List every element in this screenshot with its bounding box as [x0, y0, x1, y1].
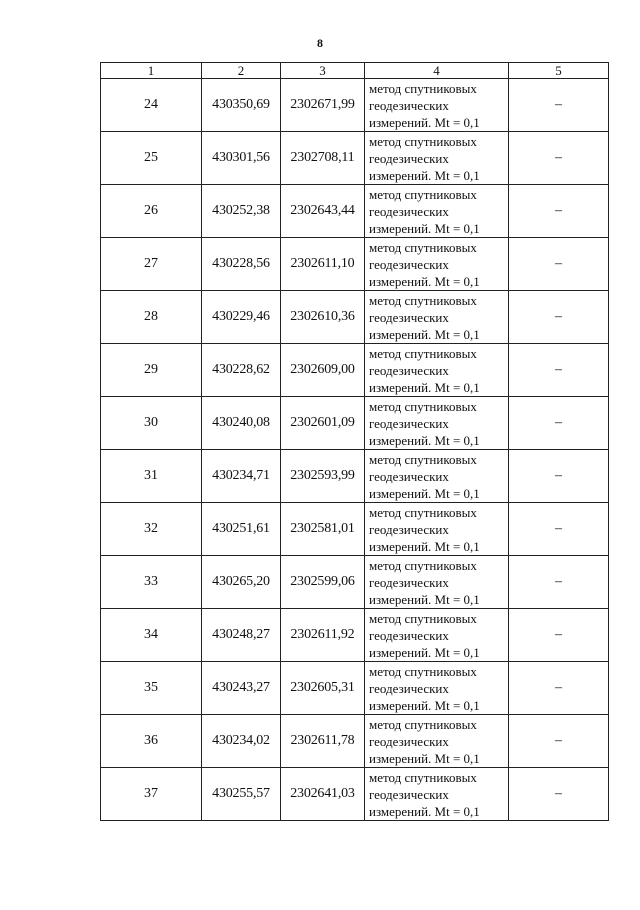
coordinate-x: 430350,69: [202, 79, 281, 132]
note-cell: –: [509, 715, 609, 768]
table-row: [101, 291, 609, 344]
method-description: метод спутниковых геодезических измерений. Mt = 0,1: [365, 662, 509, 715]
table-row: [101, 132, 609, 185]
coordinate-y: 2302593,99: [281, 450, 365, 503]
coordinate-y: 2302708,11: [281, 132, 365, 185]
coordinate-y: 2302581,01: [281, 503, 365, 556]
coordinate-x: 430252,38: [202, 185, 281, 238]
method-description: метод спутниковых геодезических измерений. Mt = 0,1: [365, 609, 509, 662]
method-description: метод спутниковых геодезических измерений. Mt = 0,1: [365, 556, 509, 609]
table-row: [101, 450, 609, 503]
method-description: метод спутниковых геодезических измерений. Mt = 0,1: [365, 185, 509, 238]
note-cell: –: [509, 662, 609, 715]
point-number: 24: [101, 79, 202, 132]
method-description: метод спутниковых геодезических измерений. Mt = 0,1: [365, 132, 509, 185]
column-header-2: 2: [202, 63, 281, 79]
point-number: 27: [101, 238, 202, 291]
coordinate-y: 2302671,99: [281, 79, 365, 132]
method-description: метод спутниковых геодезических измерений. Mt = 0,1: [365, 79, 509, 132]
coordinate-x: 430248,27: [202, 609, 281, 662]
method-description: метод спутниковых геодезических измерений. Mt = 0,1: [365, 450, 509, 503]
coordinate-y: 2302643,44: [281, 185, 365, 238]
point-number: 34: [101, 609, 202, 662]
coordinate-x: 430229,46: [202, 291, 281, 344]
point-number: 26: [101, 185, 202, 238]
note-cell: –: [509, 344, 609, 397]
table-body: [101, 79, 609, 821]
coordinate-x: 430251,61: [202, 503, 281, 556]
method-description: метод спутниковых геодезических измерений. Mt = 0,1: [365, 238, 509, 291]
coordinate-x: 430301,56: [202, 132, 281, 185]
page-number: 8: [317, 36, 323, 50]
method-description: метод спутниковых геодезических измерений. Mt = 0,1: [365, 768, 509, 821]
point-number: 29: [101, 344, 202, 397]
coordinate-y: 2302641,03: [281, 768, 365, 821]
method-description: метод спутниковых геодезических измерений. Mt = 0,1: [365, 291, 509, 344]
coordinates-table: [100, 62, 609, 821]
note-cell: –: [509, 768, 609, 821]
coordinate-x: 430265,20: [202, 556, 281, 609]
table-row: [101, 715, 609, 768]
coordinate-y: 2302611,78: [281, 715, 365, 768]
table-row: [101, 397, 609, 450]
method-description: метод спутниковых геодезических измерений. Mt = 0,1: [365, 715, 509, 768]
table-row: [101, 79, 609, 132]
table-header-row: [101, 63, 609, 79]
note-cell: –: [509, 556, 609, 609]
point-number: 37: [101, 768, 202, 821]
note-cell: –: [509, 238, 609, 291]
point-number: 30: [101, 397, 202, 450]
note-cell: –: [509, 79, 609, 132]
coordinate-y: 2302601,09: [281, 397, 365, 450]
point-number: 32: [101, 503, 202, 556]
point-number: 36: [101, 715, 202, 768]
coordinate-x: 430234,71: [202, 450, 281, 503]
column-header-4: 4: [365, 63, 509, 79]
note-cell: –: [509, 132, 609, 185]
table-row: [101, 609, 609, 662]
note-cell: –: [509, 450, 609, 503]
point-number: 31: [101, 450, 202, 503]
method-description: метод спутниковых геодезических измерений. Mt = 0,1: [365, 344, 509, 397]
method-description: метод спутниковых геодезических измерений. Mt = 0,1: [365, 503, 509, 556]
table-row: [101, 238, 609, 291]
point-number: 33: [101, 556, 202, 609]
table-row: [101, 344, 609, 397]
point-number: 25: [101, 132, 202, 185]
point-number: 35: [101, 662, 202, 715]
table-row: [101, 768, 609, 821]
method-description: метод спутниковых геодезических измерений. Mt = 0,1: [365, 397, 509, 450]
note-cell: –: [509, 185, 609, 238]
note-cell: –: [509, 609, 609, 662]
coordinate-x: 430240,08: [202, 397, 281, 450]
coordinate-x: 430228,62: [202, 344, 281, 397]
column-header-5: 5: [509, 63, 609, 79]
coordinate-y: 2302611,92: [281, 609, 365, 662]
column-header-3: 3: [281, 63, 365, 79]
coordinate-x: 430255,57: [202, 768, 281, 821]
coordinate-x: 430243,27: [202, 662, 281, 715]
coordinate-x: 430228,56: [202, 238, 281, 291]
column-header-1: 1: [101, 63, 202, 79]
note-cell: –: [509, 291, 609, 344]
coordinate-y: 2302611,10: [281, 238, 365, 291]
table-row: [101, 662, 609, 715]
table-row: [101, 503, 609, 556]
table-row: [101, 185, 609, 238]
coordinate-y: 2302605,31: [281, 662, 365, 715]
note-cell: –: [509, 397, 609, 450]
coordinate-y: 2302599,06: [281, 556, 365, 609]
coordinate-y: 2302610,36: [281, 291, 365, 344]
note-cell: –: [509, 503, 609, 556]
point-number: 28: [101, 291, 202, 344]
table-row: [101, 556, 609, 609]
coordinate-y: 2302609,00: [281, 344, 365, 397]
coordinate-x: 430234,02: [202, 715, 281, 768]
